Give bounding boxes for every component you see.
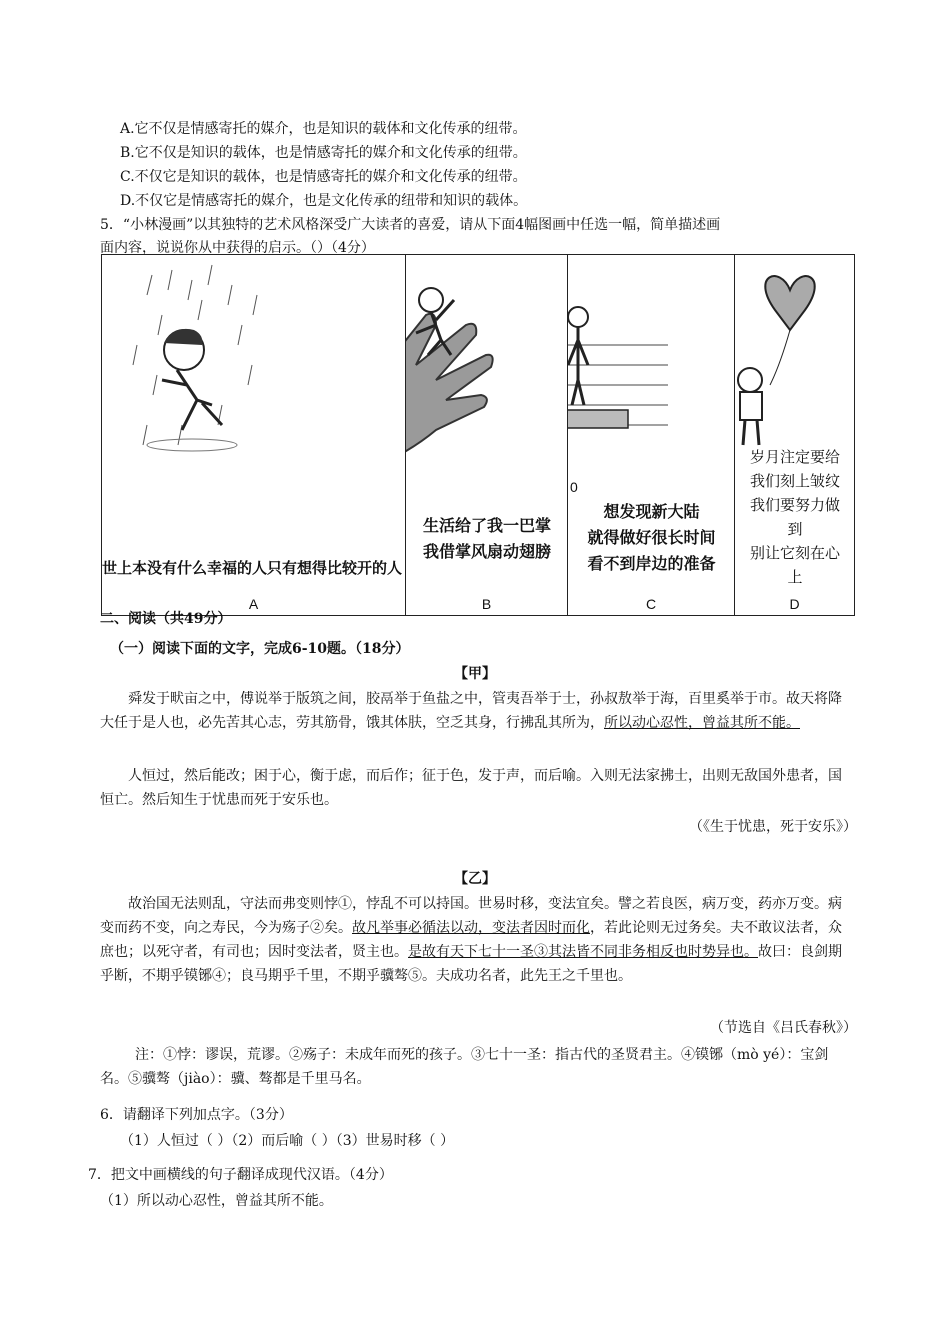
yi-title: 【乙】 [454,871,496,887]
comic-b-hand-illustration [406,255,568,485]
jia-underlined-sentence: 所以动心忍性，曾益其所不能。 [604,715,800,731]
jia-title: 【甲】 [454,666,496,682]
question-5-line2: 面内容，说说你从中获得的启示。（）（4分） [100,240,375,256]
part-1-heading: （一）阅读下面的文字，完成6-10题。（18分） [110,641,410,657]
option-a: A.它不仅是情感寄托的媒介，也是知识的载体和文化传承的纽带。 [120,121,527,137]
jia-paragraph-2: 人恒过，然后能改；困于心，衡于虑，而后作；征于色，发于声，而后喻。入则无法家拂士，出则无敌国外患者，国恒亡。然后知生于忧患而死于安乐也。 [100,768,842,808]
comic-d-balloon-illustration [735,255,855,455]
yi-underlined-sentence-1: 故凡举事必循法以动，变法者因时而化 [352,920,590,936]
comic-c-caption-line-1: 想发现新大陆 [603,502,700,521]
comic-a-rain-illustration [102,255,406,475]
comic-c-raft-illustration [568,255,735,475]
comics-table [101,254,855,616]
comic-b-label: B [481,596,492,612]
comic-d-label: D [789,596,800,612]
comic-b-caption-line-1: 生活给了我一巴掌 [422,516,551,535]
option-c: C.不仅它是知识的载体，也是情感寄托的媒介和文化传承的纽带。 [120,169,527,185]
yi-text-2: ，若此论则无过务矣。夫不敢议法者，众庶也；以死守者，有司也；因时变法者，贤主也。 [100,920,842,960]
comic-cell-b [406,255,568,616]
question-5-line1: 5．“小林漫画”以其独特的艺术风格深受广大读者的喜爱，请从下面4幅图画中任选一幅，简单描述画 [100,217,721,233]
jia-paragraph-1-text: 舜发于畎亩之中，傅说举于版筑之间，胶鬲举于鱼盐之中，管夷吾举于士，孙叔敖举于海，百里奚举于市。故天将降大任于是人也，必先苦其心志，劳其筋骨，饿其体肤，空乏其身，行拂乱其所为， [100,691,842,731]
jia-paragraph-1 [100,687,845,735]
comic-c-caption-line-2: 就得做好很长时间 [587,528,716,547]
comic-c-caption [568,499,735,577]
question-6-items: （1）人恒过（ ）（2）而后喻（ ）（3）世易时移（ ） [120,1133,455,1149]
comic-cell-a [102,255,406,616]
comic-d-caption-line-3: 我们要努力做 [749,496,840,514]
yi-text-1: 故治国无法则乱，守法而弗变则悖①，悖乱不可以持国。世易时移，变法宜矣。譬之若良医，病万变，药亦万变。病变而药不变，向之寿民，今为殇子②矣。 [100,896,842,936]
question-6-title: 6．请翻译下列加点字。（3分） [100,1107,293,1123]
yi-paragraph [100,892,845,988]
yi-source: （节选自《吕氏春秋》） [710,1020,857,1036]
yi-notes: 注：①悖：谬误，荒谬。②殇子：未成年而死的孩子。③七十一圣：指古代的圣贤君主。④镆铘（mò yé）：宝剑名。⑤骥骜（jiào）：骥、骜都是千里马名。 [100,1047,829,1087]
comic-c-marker: 0 [570,479,578,495]
comic-a-label: A [248,596,259,612]
comic-cell-d [735,255,855,616]
comic-c-caption-line-3: 看不到岸边的准备 [587,554,716,573]
comic-d-caption-line-1: 岁月注定要给 [749,448,840,466]
comic-d-caption-line-6: 上 [787,568,803,586]
yi-underlined-sentence-2: 是故有天下七十一圣③其法皆不同非务相反也时势异也。 [408,944,758,960]
section-heading: 二、阅读（共49分） [100,611,232,627]
option-b: B.它不仅是知识的载体，也是情感寄托的媒介和文化传承的纽带。 [120,145,527,161]
option-d: D.不仅它是情感寄托的媒介，也是文化传承的纽带和知识的载体。 [120,193,528,209]
comic-d-caption-line-4: 到 [787,520,803,538]
comic-b-caption-line-2: 我借掌风扇动翅膀 [422,542,551,561]
comic-d-caption-line-5: 别让它刻在心 [749,544,840,562]
comic-d-caption [735,445,855,589]
comic-c-label: C [645,596,657,612]
question-7-title: 7．把文中画横线的句子翻译成现代汉语。（4分） [88,1167,393,1183]
comic-b-caption [406,513,568,565]
jia-source: （《生于忧患，死于安乐》） [689,819,857,835]
comic-d-caption-line-2: 我们刻上皱纹 [749,472,840,490]
question-7-item-1: （1）所以动心忍性，曾益其所不能。 [100,1193,333,1209]
yi-text-3: 故曰：良剑期乎断，不期乎镆铘④；良马期乎千里，不期乎骥骜⑤。夫成功名者，此先王之千里也。 [100,944,842,984]
comic-a-caption: 世上本没有什么幸福的人只有想得比较开的人 [102,559,403,577]
comic-cell-c [568,255,735,616]
